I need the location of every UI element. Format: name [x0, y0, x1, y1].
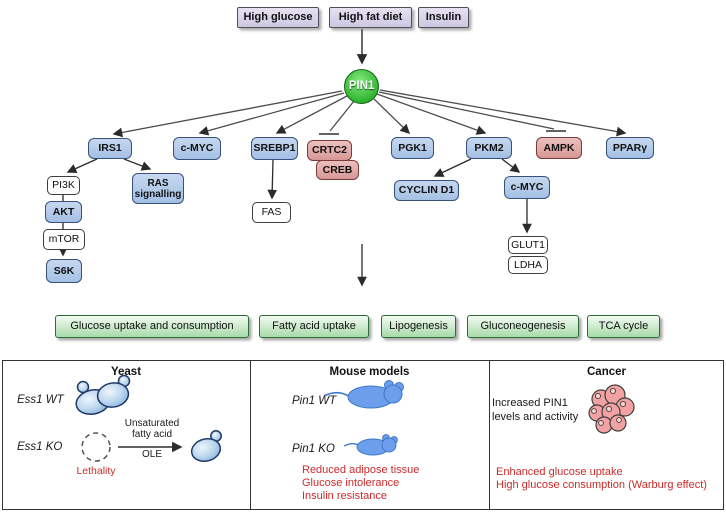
node-srebp1: SREBP1 — [251, 137, 298, 160]
outcome-lipogenesis: Lipogenesis — [381, 315, 456, 338]
pin1-hub: PIN1 — [344, 69, 379, 104]
pin1-ko-label: Pin1 KO — [292, 443, 335, 455]
cancer-panel-title: Cancer — [587, 366, 626, 378]
unsaturated-fatty-acid-label: Unsaturated fatty acid — [124, 418, 180, 440]
node-crtc2: CRTC2 — [307, 140, 352, 161]
input-high-glucose: High glucose — [237, 7, 319, 28]
panel-divider-1 — [250, 360, 251, 510]
mouse-panel-title: Mouse models — [329, 366, 410, 378]
node-s6k: S6K — [46, 259, 82, 283]
node-pkm2: PKM2 — [466, 137, 512, 159]
panel-divider-2 — [489, 360, 490, 510]
node-pgk1: PGK1 — [391, 137, 434, 159]
node-glut1: GLUT1 — [508, 236, 548, 254]
node-mtor: mTOR — [43, 229, 85, 250]
increased-pin1-note: Increased PIN1 levels and activity — [492, 397, 579, 423]
node-cyclin-d1: CYCLIN D1 — [394, 180, 459, 201]
node-cmyc-lower: c-MYC — [504, 176, 550, 199]
input-insulin: Insulin — [418, 7, 469, 28]
node-creb: CREB — [316, 160, 359, 180]
node-irs1: IRS1 — [88, 138, 132, 159]
node-akt: AKT — [45, 201, 82, 223]
node-cmyc-top: c-MYC — [173, 137, 221, 160]
yeast-panel-title: Yeast — [110, 366, 142, 378]
mouse-effect-insulin: Insulin resistance — [302, 490, 387, 502]
ess1-wt-label: Ess1 WT — [17, 394, 64, 406]
pin1-wt-label: Pin1 WT — [292, 395, 337, 407]
node-ras-signalling: RAS signalling — [132, 173, 184, 204]
node-ampk: AMPK — [536, 137, 582, 159]
cancer-effect-uptake: Enhanced glucose uptake — [496, 466, 623, 478]
mouse-effect-adipose: Reduced adipose tissue — [302, 464, 420, 476]
node-fas: FAS — [252, 202, 291, 223]
outcome-fatty-acid-uptake: Fatty acid uptake — [259, 315, 369, 338]
cancer-effect-warburg: High glucose consumption (Warburg effect) — [496, 479, 707, 491]
node-pi3k: PI3K — [47, 176, 80, 195]
node-ldha: LDHA — [508, 256, 548, 274]
node-pparg: PPARγ — [606, 137, 654, 159]
outcome-glucose-uptake: Glucose uptake and consumption — [55, 315, 249, 338]
outcome-gluconeogenesis: Gluconeogenesis — [467, 315, 579, 338]
lethality-label: Lethality — [76, 465, 116, 477]
input-high-fat-diet: High fat diet — [329, 7, 412, 28]
mouse-effect-glucose: Glucose intolerance — [302, 477, 400, 489]
outcome-tca-cycle: TCA cycle — [587, 315, 660, 338]
ess1-ko-label: Ess1 KO — [17, 441, 63, 453]
ole-label: OLE — [141, 449, 162, 460]
